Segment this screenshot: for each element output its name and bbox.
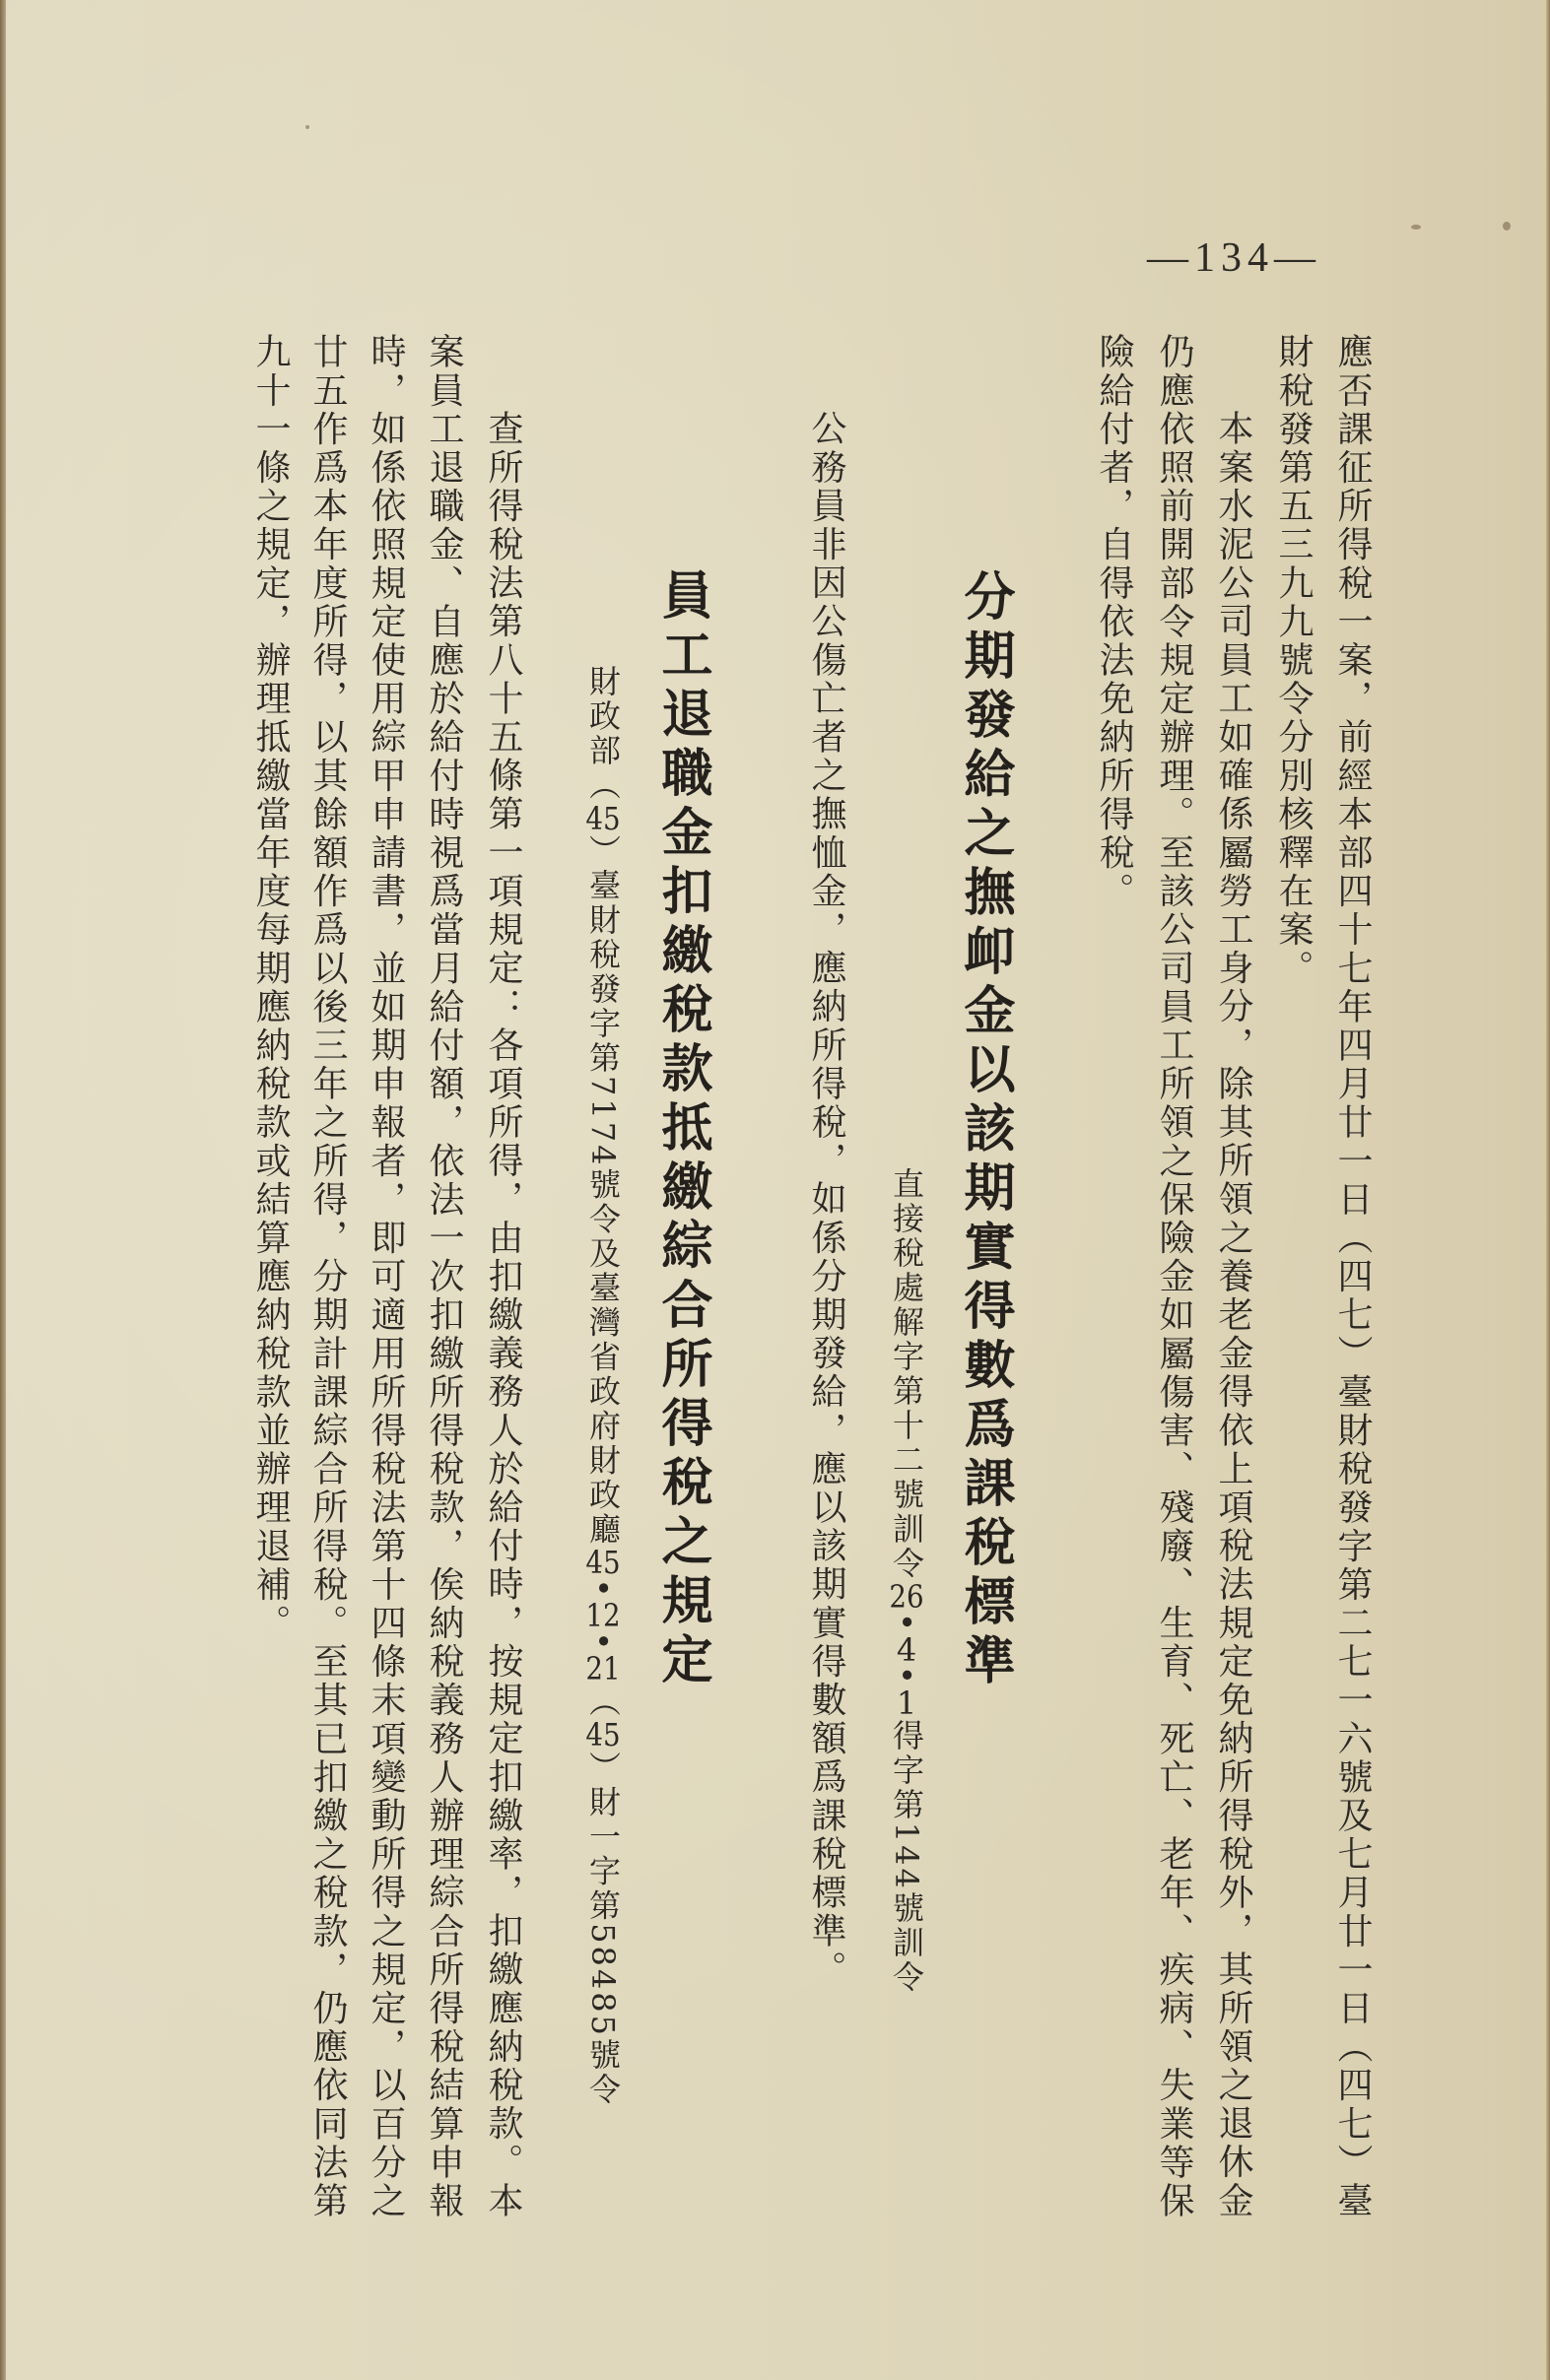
paper-speck (1503, 222, 1511, 231)
page-number: —134— (1147, 235, 1321, 281)
paper-speck (1411, 225, 1421, 230)
paragraph-column: 險給付者，自得依法免納所得稅。 (1094, 333, 1134, 911)
paragraph-column-indented: 本案水泥公司員工如確係屬勞工身分，除其所領之養老金得依上項稅法規定免納所得稅外，其所領之退休金 (1213, 410, 1253, 2220)
paragraph-column: 財稅發第五三九九號令分別核釋在案。 (1273, 333, 1314, 988)
paragraph-column: 應否課征所得稅一案，前經本部四十七年四月廿一日（四七）臺財稅發字第二七一六號及七月廿一日（四七）臺 (1332, 333, 1373, 2220)
paragraph-column: 案員工退職金、自應於給付時視爲當月給付額，依法一次扣繳所得稅款，俟納稅義務人辦理綜合所得稅結算申報 (424, 333, 464, 2220)
paragraph-column: 九十一條之規定，辦理抵繳當年度每期應納稅款或結算應納稅款並辦理退補。 (250, 333, 291, 1643)
section-title: 員工退職金扣繳稅款抵繳綜合所得稅之規定 (652, 568, 712, 1691)
paragraph-column: 仍應依照前開部令規定辦理。至該公司員工所領之保險金如屬傷害、殘廢、生育、死亡、老年、疾病、失業等保 (1154, 333, 1194, 2220)
paragraph-column: 時，如係依照規定使用綜甲申請書，並如期申報者，即可適用所得稅法第十四條末項變動所得之規定，以百分之 (366, 333, 406, 2220)
paragraph-column: 廿五作爲本年度所得，以其餘額作爲以後三年之所得，分期計課綜合所得稅。至其已扣繳之稅款，仍應依同法第 (307, 333, 348, 2220)
paper-speck (305, 125, 309, 129)
section-title: 分期發給之撫卹金以該期實得數爲課稅標準 (955, 569, 1015, 1692)
paragraph-column-indented: 查所得稅法第八十五條第一項規定：各項所得，由扣繳義務人於給付時，按規定扣繳率，扣繳應納稅款。本 (483, 410, 523, 2220)
scan-edge-left (0, 0, 6, 2380)
paragraph-column-indented: 公務員非因公傷亡者之撫恤金，應納所得稅，如係分期發給，應以該期實得數額爲課稅標準。 (806, 410, 846, 1990)
scan-edge-right (1546, 0, 1550, 2380)
section-source-citation: 直接稅處解字第十二號訓令26•4•1得字第144號訓令 (888, 1167, 925, 1995)
section-source-citation: 財政部（45）臺財稅發字第7174號令及臺灣省政府財政廳45•12•21（45）財一字第58485號令 (584, 665, 622, 2107)
